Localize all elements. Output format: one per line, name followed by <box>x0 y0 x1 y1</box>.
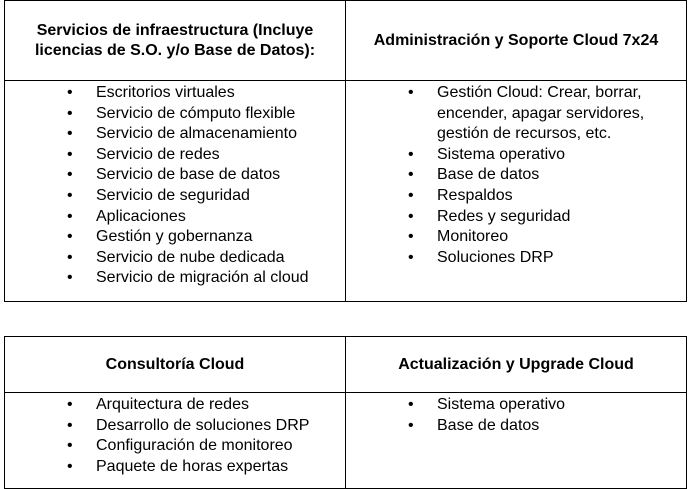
upgrade-list-cell <box>346 393 687 489</box>
list-item: • Respaldos <box>346 186 686 207</box>
admin-support-header: Administración y Soporte Cloud 7x24 <box>373 31 659 49</box>
list-item: • Sistema operativo <box>346 145 686 166</box>
list-item: • Servicio de nube dedicada <box>5 248 345 269</box>
list-item: • Gestión y gobernanza <box>5 227 345 248</box>
list-item: • Escritorios virtuales <box>5 83 345 104</box>
consulting-list-cell <box>5 393 346 489</box>
list-item: • Base de datos <box>346 416 686 437</box>
upgrade-header-cell <box>346 337 687 393</box>
consulting-header-cell <box>5 337 346 393</box>
upgrade-header: Actualización y Upgrade Cloud <box>398 355 634 373</box>
admin-support-list-cell <box>346 81 687 302</box>
list-item: • Arquitectura de redes <box>5 395 345 416</box>
list-item: • Monitoreo <box>346 227 686 248</box>
infrastructure-list <box>5 81 345 289</box>
list-item: • Servicio de seguridad <box>5 186 345 207</box>
infrastructure-list-cell <box>5 81 346 302</box>
consulting-header: Consultoría Cloud <box>105 355 245 373</box>
admin-support-list <box>346 81 686 268</box>
admin-support-header-cell <box>346 1 687 81</box>
infrastructure-header-cell <box>5 1 346 81</box>
infrastructure-header: Servicios de infraestructura (Incluye licencias de S.O. y/o Base de Datos): <box>34 21 316 59</box>
list-item: • Desarrollo de soluciones DRP <box>5 416 345 437</box>
upgrade-list <box>346 393 686 436</box>
list-item: • Paquete de horas expertas <box>5 457 345 478</box>
list-item: • Servicio de base de datos <box>5 165 345 186</box>
list-item: • Gestión Cloud: Crear, borrar, encender, apagar servidores, gestión de recursos, etc. <box>346 83 686 145</box>
list-item: • Sistema operativo <box>346 395 686 416</box>
list-item: • Aplicaciones <box>5 207 345 228</box>
list-item: • Servicio de cómputo flexible <box>5 104 345 125</box>
list-item: • Soluciones DRP <box>346 248 686 269</box>
list-item: • Servicio de migración al cloud <box>5 268 345 289</box>
consulting-upgrade-table <box>4 336 687 489</box>
list-item: • Redes y seguridad <box>346 207 686 228</box>
infrastructure-services-table <box>4 0 687 302</box>
list-item: • Base de datos <box>346 165 686 186</box>
consulting-list <box>5 393 345 477</box>
list-item: • Servicio de redes <box>5 145 345 166</box>
list-item: • Servicio de almacenamiento <box>5 124 345 145</box>
list-item: • Configuración de monitoreo <box>5 436 345 457</box>
